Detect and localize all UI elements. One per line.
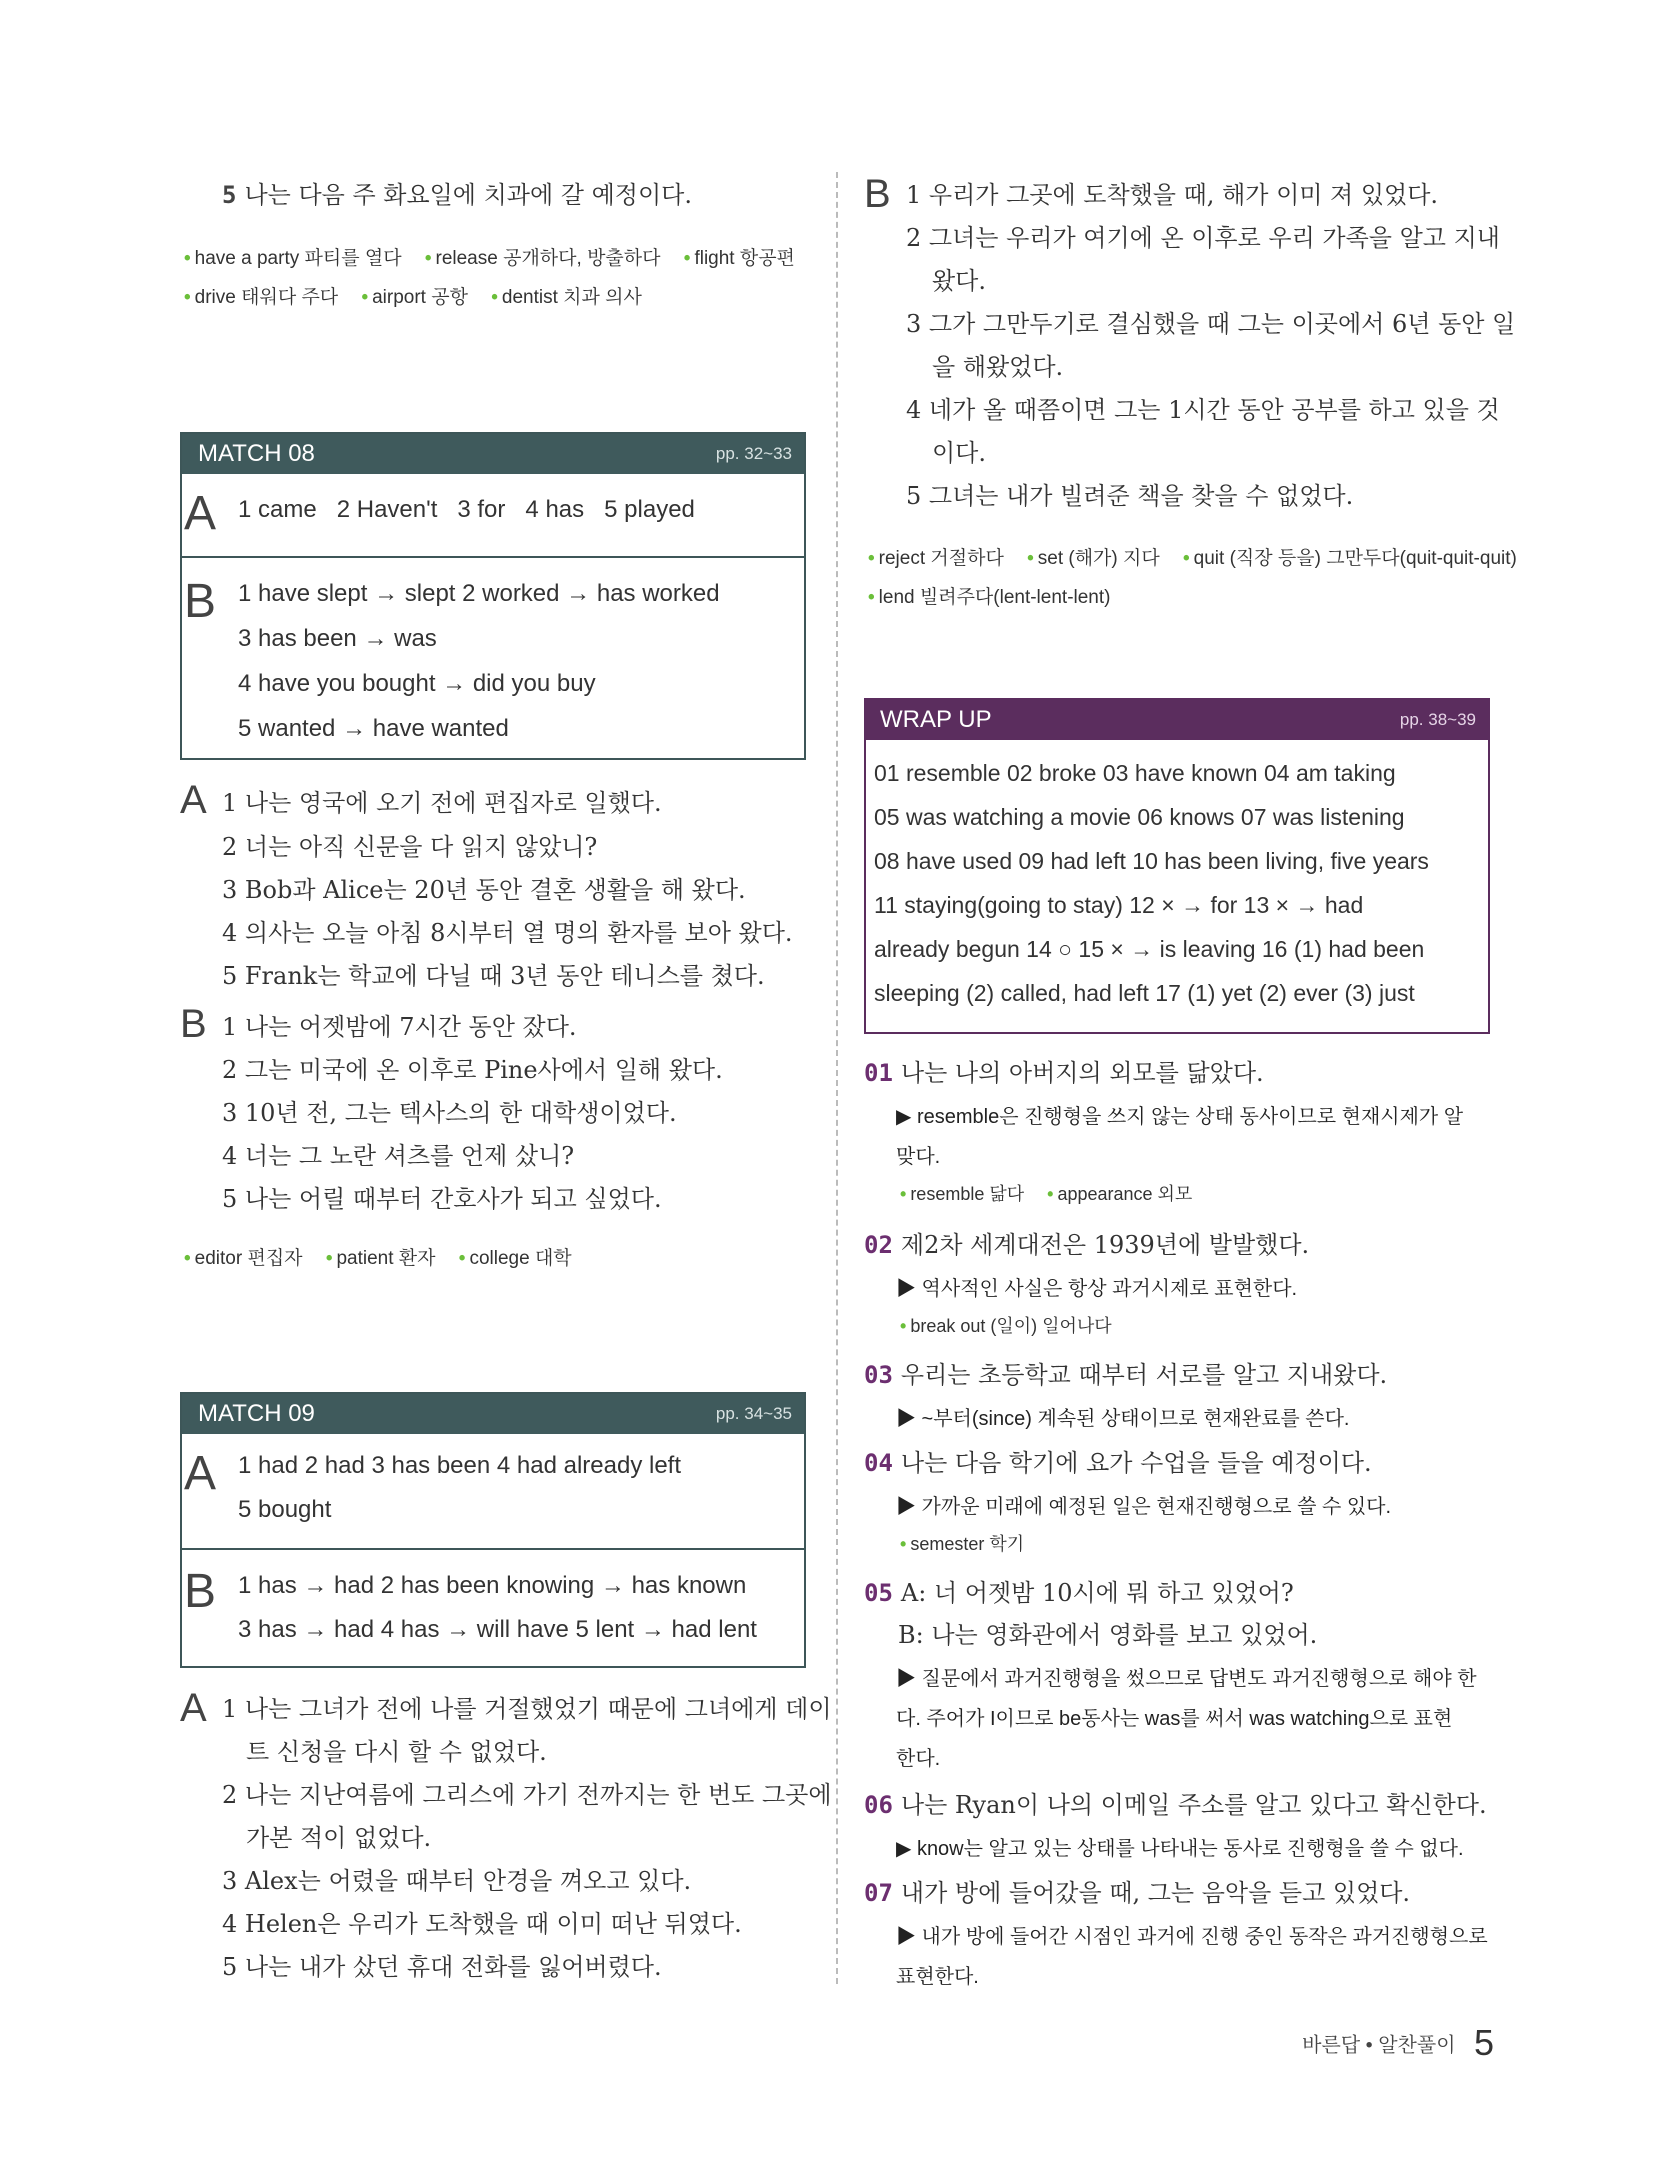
- vocab-item: • set (해가) 지다: [1027, 548, 1160, 569]
- page-number: 5: [1473, 2022, 1494, 2063]
- footer-label: 바른답 • 알찬풀이: [1302, 2034, 1456, 2057]
- vocab-item: • flight 항공편: [683, 248, 795, 269]
- match09-b-line: 1 has → had 2 has been knowing → has known: [238, 1572, 747, 1599]
- trans-line: 3 Alex는 어렸을 때부터 안경을 껴오고 있다.: [222, 1867, 692, 1895]
- match08-a-answers: 1 came 2 Haven't 3 for 4 has 5 played: [238, 496, 695, 523]
- trans-line: 1 우리가 그곳에 도착했을 때, 해가 이미 져 있었다.: [906, 181, 1439, 209]
- wrap-line: 05 was watching a movie 06 knows 07 was listening: [874, 804, 1405, 830]
- vocab-item: • have a party 파티를 열다: [184, 248, 402, 269]
- match08-b-line: 1 have slept → slept 2 worked → has worked: [238, 580, 720, 607]
- trans-line: 3 그가 그만두기로 결심했을 때 그는 이곳에서 6년 동안 일: [906, 310, 1516, 338]
- vocab-item: • dentist 치과 의사: [491, 287, 642, 308]
- match08-box: [180, 432, 806, 760]
- trans08-a-label: A: [180, 778, 207, 822]
- wrap-up-title: WRAP UP: [880, 706, 992, 733]
- match09-box: [180, 1392, 806, 1668]
- trans-line: 왔다.: [932, 267, 986, 295]
- vocab-item: • college 대학: [458, 1248, 572, 1269]
- vocab-list-2: [184, 1243, 590, 1270]
- trans-line: 이다.: [932, 439, 986, 467]
- trans-line: 5 그녀는 내가 빌려준 책을 찾을 수 없었다.: [906, 482, 1354, 510]
- trans-line: 3 10년 전, 그는 텍사스의 한 대학생이었다.: [222, 1099, 677, 1127]
- wrap-line: 11 staying(going to stay) 12 × → for 13 × → had: [874, 892, 1364, 918]
- section-b-label: B: [184, 1565, 217, 1618]
- wrap-line: 01 resemble 02 broke 03 have known 04 am taking: [874, 760, 1396, 786]
- trans-line: 4 Helen은 우리가 도착했을 때 이미 떠난 뒤였다.: [222, 1910, 742, 1938]
- vocab-item: • release 공개하다, 방출하다: [424, 248, 661, 269]
- vocab-item: • editor 편집자: [184, 1248, 303, 1269]
- trans-line: 트 신청을 다시 할 수 없었다.: [246, 1738, 547, 1766]
- trans-line: 을 해왔었다.: [932, 353, 1064, 381]
- trans-line: 5 Frank는 학교에 다닐 때 3년 동안 테니스를 쳤다.: [222, 962, 765, 990]
- trans-line: 4 너는 그 노란 셔츠를 언제 샀니?: [222, 1142, 575, 1170]
- trans-b-label: B: [864, 172, 891, 216]
- trans-line: 5 나는 어릴 때부터 간호사가 되고 싶었다.: [222, 1185, 662, 1213]
- wrap-up-pages: pp. 38~39: [1399, 710, 1476, 729]
- vocab-item: • quit (직장 등을) 그만두다(quit-quit-quit): [1183, 548, 1517, 569]
- trans-line: 1 나는 그녀가 전에 나를 거절했었기 때문에 그녀에게 데이: [222, 1695, 832, 1723]
- vocab-item: • reject 거절하다: [868, 548, 1004, 569]
- wrap-line: 08 have used 09 had left 10 has been living, five years: [874, 848, 1429, 874]
- match09-a-line: 5 bought: [238, 1496, 332, 1523]
- match08-b-line: 5 wanted → have wanted: [238, 715, 509, 742]
- match08-b-line: 3 has been → was: [238, 625, 437, 652]
- match09-pages: pp. 34~35: [715, 1404, 792, 1423]
- wrap-line: already begun 14 ○ 15 × → is leaving 16 (1) had been: [874, 936, 1425, 962]
- vocab-item: • airport 공항: [361, 287, 468, 308]
- trans-line: 3 Bob과 Alice는 20년 동안 결혼 생활을 해 왔다.: [222, 876, 746, 904]
- trans-line: 2 나는 지난여름에 그리스에 가기 전까지는 한 번도 그곳에: [222, 1781, 832, 1809]
- trans-line: 4 의사는 오늘 아침 8시부터 열 명의 환자를 보아 왔다.: [222, 919, 793, 947]
- trans-line: 2 그는 미국에 온 이후로 Pine사에서 일해 왔다.: [222, 1056, 723, 1084]
- trans-line: 가본 적이 없었다.: [246, 1824, 432, 1852]
- vocab-list-3b: [868, 582, 1128, 609]
- trans-line: 2 너는 아직 신문을 다 읽지 않았니?: [222, 833, 598, 861]
- match09-a-line: 1 had 2 had 3 has been 4 had already left: [238, 1452, 682, 1479]
- column-divider: [836, 172, 838, 1984]
- match08-header: [182, 434, 804, 474]
- vocab-list-3: [868, 543, 1535, 570]
- trans-line: 4 네가 올 때쯤이면 그는 1시간 동안 공부를 하고 있을 것: [906, 396, 1500, 424]
- wrap-line: sleeping (2) called, had left 17 (1) yet (2) ever (3) just: [874, 980, 1415, 1006]
- trans08-b-label: B: [180, 1002, 207, 1046]
- match09-title: MATCH 09: [198, 1400, 315, 1427]
- section-b-label: B: [184, 575, 217, 628]
- match08-pages: pp. 32~33: [715, 444, 792, 463]
- trans-line: 5 나는 내가 샀던 휴대 전화를 잃어버렸다.: [222, 1953, 662, 1981]
- match09-header: [182, 1394, 804, 1434]
- vocab-item: • patient 환자: [325, 1248, 436, 1269]
- trans-line: 2 그녀는 우리가 여기에 온 이후로 우리 가족을 알고 지내: [906, 224, 1500, 252]
- section-a-label: A: [184, 1447, 217, 1500]
- section-a-label: A: [184, 487, 217, 540]
- vocab-item: • lend 빌려주다(lent-lent-lent): [868, 587, 1111, 608]
- trans-line: 1 나는 영국에 오기 전에 편집자로 일했다.: [222, 789, 662, 817]
- vocab-list-1b: [184, 282, 660, 309]
- trans09-a-label: A: [180, 1686, 207, 1730]
- vocab-list-1: [184, 243, 813, 270]
- match09-b-line: 3 has → had 4 has → will have 5 lent → had lent: [238, 1616, 757, 1643]
- wrap-up-box: [864, 698, 1490, 1034]
- top-item: 5 나는 다음 주 화요일에 치과에 갈 예정이다.: [222, 181, 692, 209]
- trans-line: 1 나는 어젯밤에 7시간 동안 잤다.: [222, 1013, 577, 1041]
- wrap-up-header: [866, 700, 1488, 740]
- page-footer: [1302, 2022, 1494, 2064]
- match08-title: MATCH 08: [198, 440, 315, 467]
- vocab-item: • drive 태워다 주다: [184, 287, 339, 308]
- match08-b-line: 4 have you bought → did you buy: [238, 670, 596, 697]
